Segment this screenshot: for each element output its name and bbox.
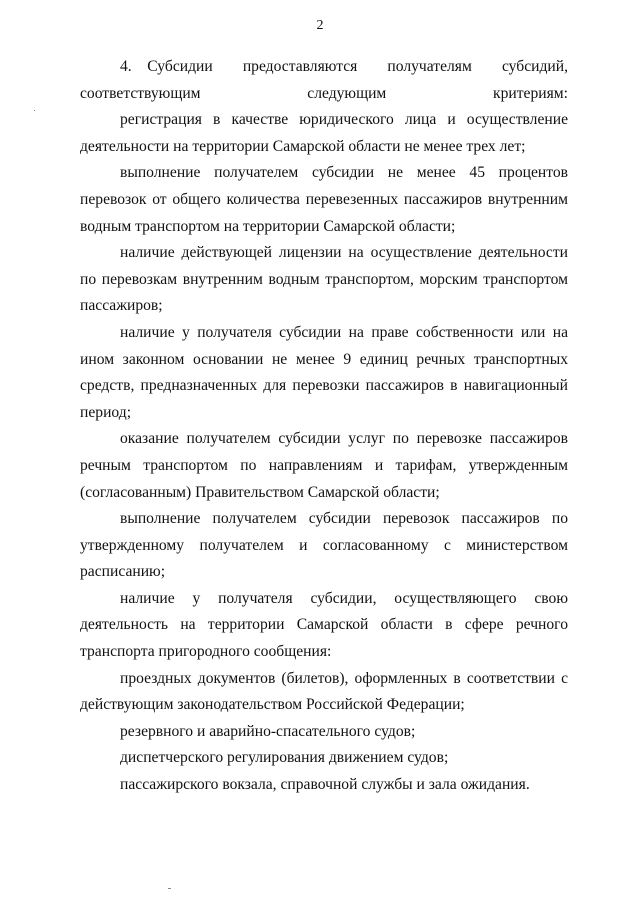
paragraph-criterion-registration: регистрация в качестве юридического лица и осуществление деятельности на территории Самарской области не менее трех лет;	[80, 111, 568, 155]
paragraph-terminal: пассажирского вокзала, справочной службы и зала ожидания.	[120, 776, 530, 794]
paragraph-criterion-schedule: выполнение получателем субсидии перевозок пассажиров по утвержденному получателем и согласованному с министерством расписанию;	[80, 510, 568, 581]
scan-dot	[34, 110, 35, 111]
paragraph-rescue-vessels: резервного и аварийно-спасательного судов;	[120, 722, 416, 740]
paragraph-criterion-transport-share: выполнение получателем субсидии не менее 45 процентов перевозок от общего количества перевезенных пассажиров внутренним водным транспортом на территории Самарской области;	[80, 164, 568, 235]
paragraph-criterion-tariffs: оказание получателем субсидии услуг по перевозке пассажиров речным транспортом по направлениям и тарифам, утвержденным (согласованным) Правительством Самарской области;	[80, 430, 568, 501]
paragraph-criterion-vessels: наличие у получателя субсидии на праве собственности или на ином законном основании не менее 9 единиц речных транспортных средств, предназначенных для перевозки пассажиров в навигационный период;	[80, 323, 568, 421]
scan-dot	[168, 888, 171, 889]
paragraph-criterion-suburban: наличие у получателя субсидии, осуществляющего свою деятельность на территории Самарской области в сфере речного транспорта пригородного сообщения:	[80, 589, 568, 661]
document-body	[80, 54, 568, 799]
paragraph-criterion-license: наличие действующей лицензии на осуществление деятельности по перевозкам внутренним водным транспортом, морским транспортом пассажиров;	[80, 244, 568, 315]
paragraph-item-4: 4. Субсидии предоставляются получателям субсидий, соответствующим следующим критериям:	[80, 58, 568, 102]
paragraph-tickets: проездных документов (билетов), оформленных в соответствии с действующим законодательством Российской Федерации;	[80, 669, 568, 714]
paragraph-dispatch: диспетчерского регулирования движением судов;	[120, 749, 449, 767]
page-number: 2	[316, 18, 324, 33]
